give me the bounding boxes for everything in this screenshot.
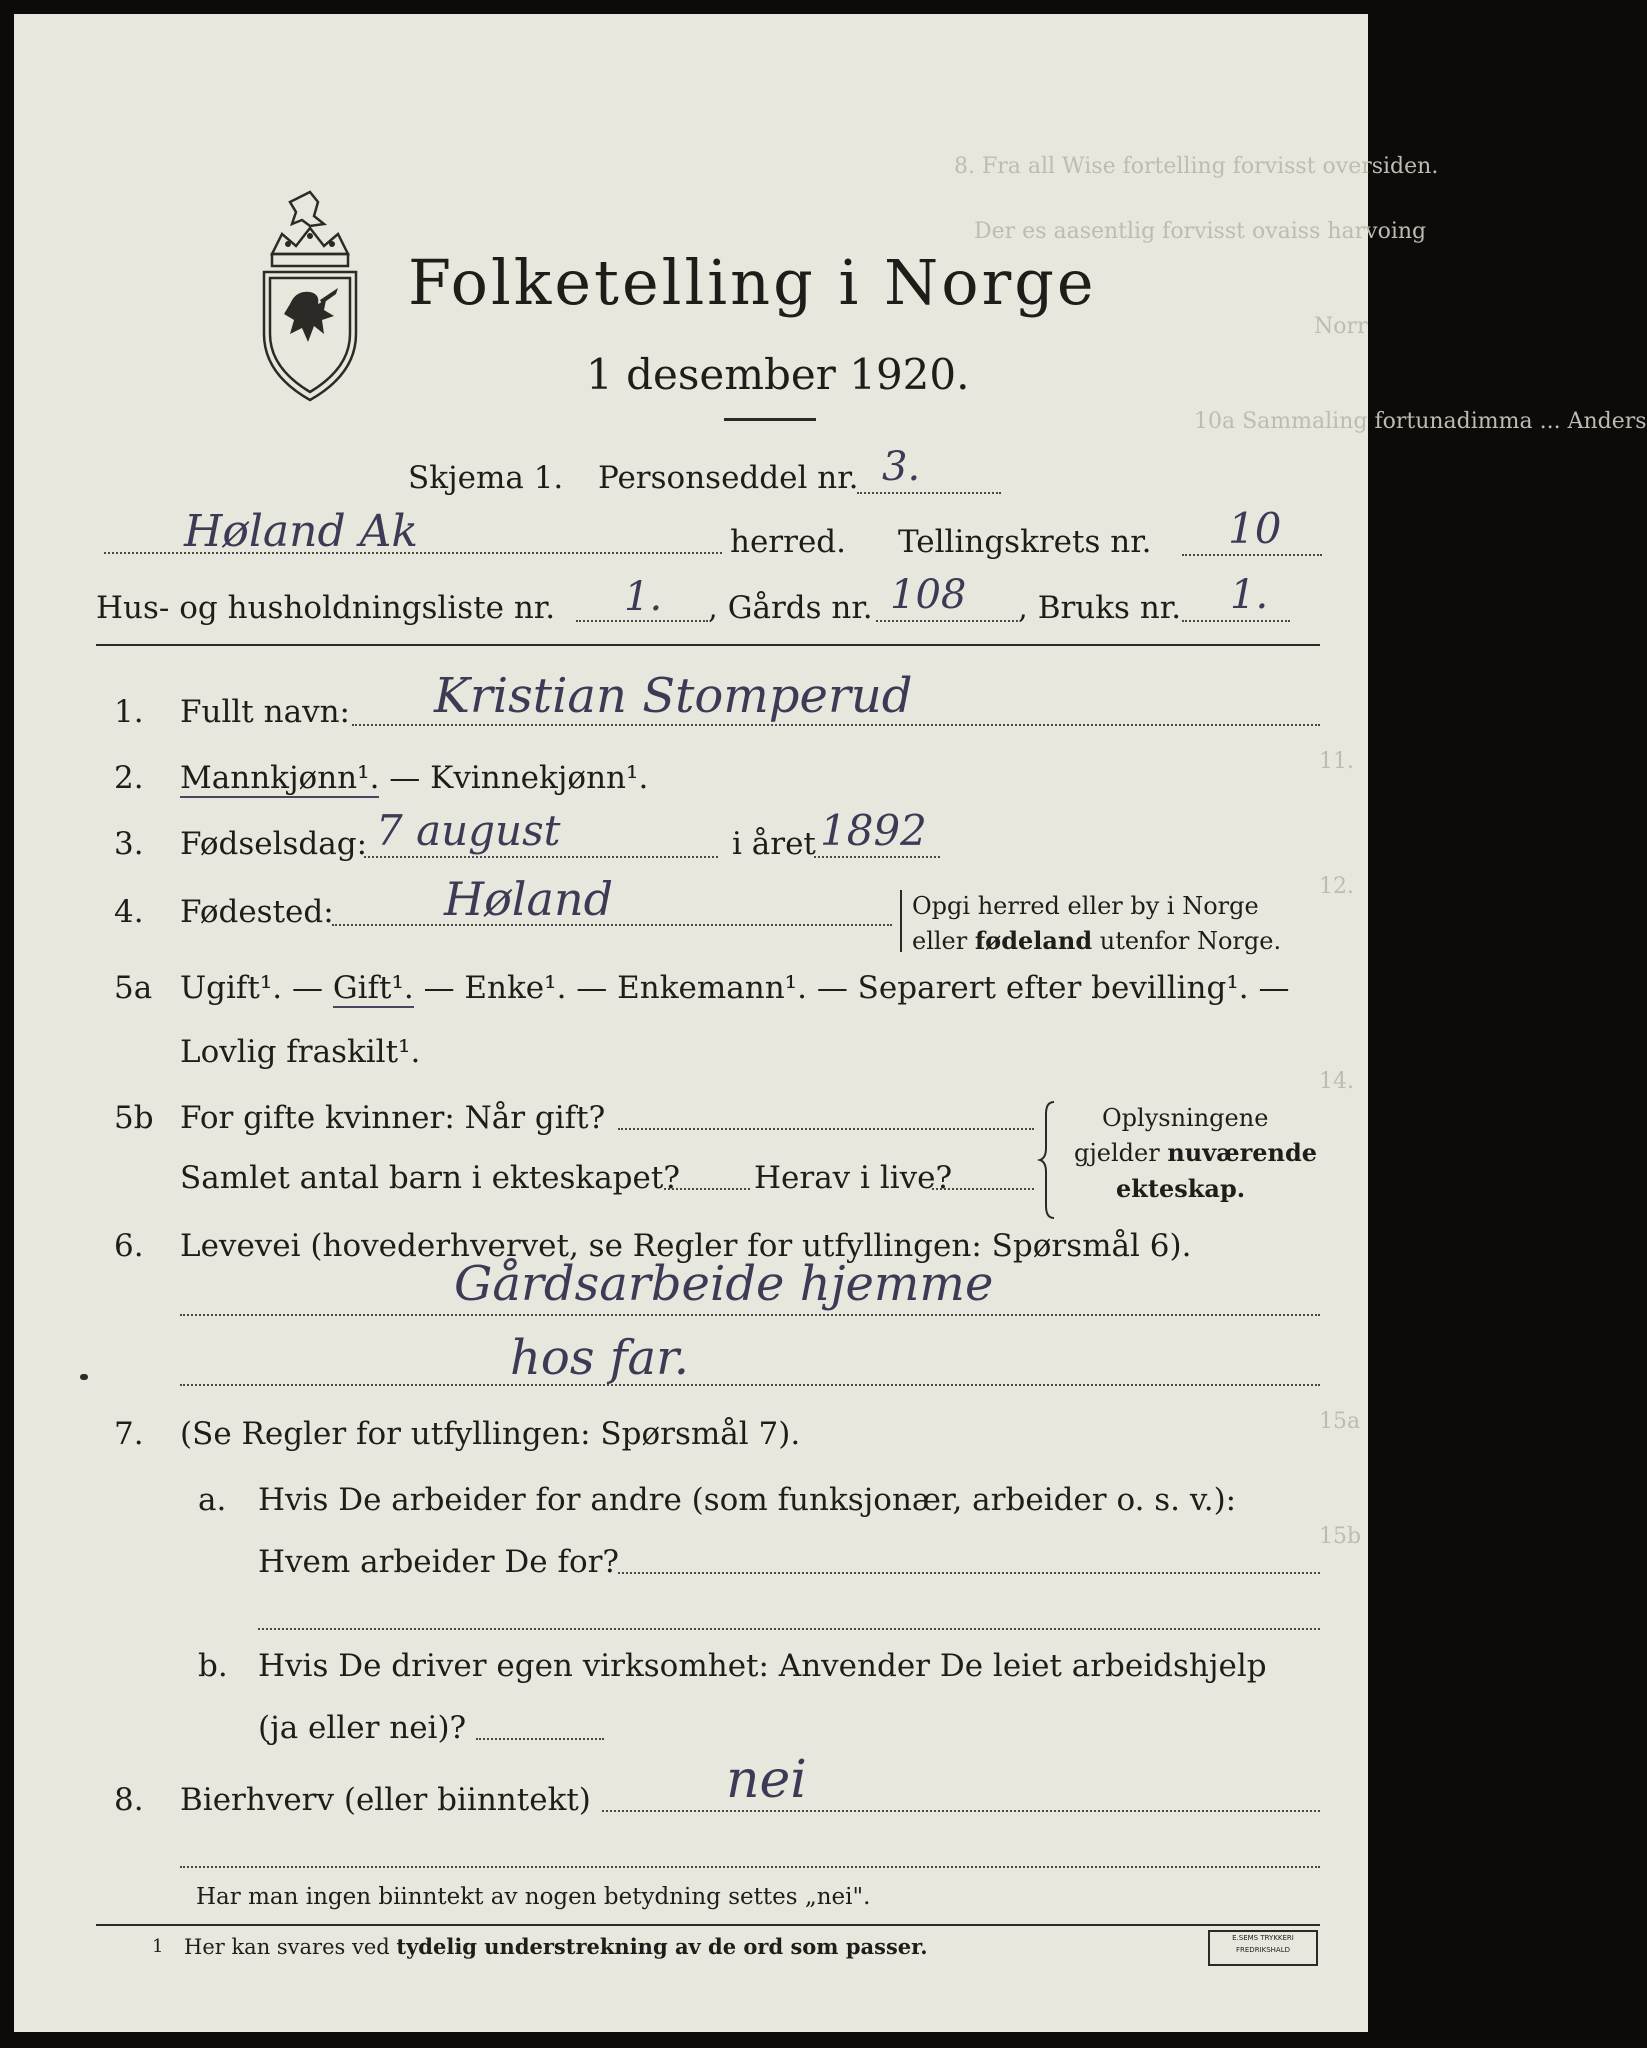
gards-value: 108	[890, 572, 967, 618]
header-rule	[96, 644, 1320, 646]
bleed-through-text: 12.	[1319, 874, 1354, 899]
norwegian-coat-of-arms-icon	[250, 184, 370, 406]
side-income-field-line2	[180, 1866, 1320, 1868]
personseddel-value: 3.	[882, 444, 921, 490]
q1-label: Fullt navn:	[180, 694, 350, 730]
q5a-number: 5a	[114, 970, 153, 1006]
q4-note-line2: eller fødeland utenfor Norge.	[912, 926, 1282, 955]
birth-year-field	[814, 856, 940, 858]
q8-label: Bierhverv (eller biinntekt)	[180, 1782, 591, 1818]
tellingskrets-field	[1182, 554, 1322, 556]
occupation-field-line2	[180, 1384, 1320, 1386]
husholdningsliste-label: Hus- og husholdningsliste nr.	[96, 590, 556, 626]
census-date: 1 desember 1920.	[586, 350, 970, 399]
full-name-value: Kristian Stomperud	[434, 668, 913, 724]
q2-options	[180, 760, 648, 796]
gards-field	[876, 620, 1018, 622]
q7a-employer-label: Hvem arbeider De for?	[258, 1544, 620, 1580]
q1-number: 1.	[114, 694, 144, 730]
q4-note-line1: Opgi herred eller by i Norge	[912, 892, 1259, 920]
income-note: Har man ingen biinntekt av nogen betydning settes „nei".	[196, 1884, 871, 1910]
gards-label: , Gårds nr.	[708, 590, 873, 626]
q7b-question: Hvis De driver egen virksomhet: Anvender De leiet arbeidshjelp	[258, 1648, 1267, 1684]
birth-year-value: 1892	[820, 806, 927, 855]
full-name-field	[352, 724, 1320, 726]
occupation-field-line1	[180, 1314, 1320, 1316]
ink-mark	[80, 1374, 88, 1380]
birthday-field	[364, 856, 718, 858]
bleed-through-text: 10a Sammaling fortunadimma ... Anders	[1194, 409, 1647, 434]
male-option: Mannkjønn¹.	[180, 760, 380, 796]
bleed-through-text: 11.	[1319, 749, 1354, 774]
bruks-label: , Bruks nr.	[1018, 590, 1182, 626]
bleed-through-text: Der es aasentlig forvisst ovaiss harvoing	[974, 219, 1427, 244]
tellingskrets-value: 10	[1228, 504, 1282, 553]
bleed-through-text: 15a	[1319, 1409, 1361, 1434]
q5b-brace-icon	[1038, 1100, 1058, 1220]
herred-label: herred.	[730, 524, 846, 560]
q8-number: 8.	[114, 1782, 144, 1818]
q7b-letter: b.	[198, 1648, 228, 1684]
personseddel-field	[857, 492, 1001, 494]
skjema-label: Skjema 1.	[408, 460, 564, 496]
q5b-note-line3: ekteskap.	[1116, 1174, 1246, 1203]
lovlig-fraskilt-option: Lovlig fraskilt¹.	[180, 1034, 421, 1070]
q2-number: 2.	[114, 760, 144, 796]
employer-field	[618, 1572, 1320, 1574]
q2-separator: —	[379, 760, 431, 796]
side-income-value: nei	[726, 1750, 807, 1810]
census-form-page	[14, 14, 1647, 2032]
q5b-number: 5b	[114, 1100, 154, 1136]
children-field	[664, 1188, 750, 1190]
bleed-through-text: 15b	[1319, 1524, 1362, 1549]
birthday-value: 7 august	[376, 806, 561, 855]
q5b-children-label: Samlet antal barn i ekteskapet?	[180, 1160, 680, 1196]
q6-label: Levevei (hovederhvervet, se Regler for utfyllingen: Spørsmål 6).	[180, 1228, 1192, 1264]
q7a-question: Hvis De arbeider for andre (som funksjonær, arbeider o. s. v.):	[258, 1482, 1237, 1518]
form-title: Folketelling i Norge	[408, 246, 1097, 319]
q5b-when-married-label: For gifte kvinner: Når gift?	[180, 1100, 606, 1136]
bruks-value: 1.	[1230, 572, 1269, 618]
side-income-field	[602, 1810, 1320, 1812]
birth-year-label: i året	[732, 826, 816, 862]
q5b-note-line2: gjelder nuværende	[1074, 1138, 1318, 1167]
gift-option: Gift¹.	[332, 970, 414, 1006]
other-marital-options: — Enke¹. — Enkemann¹. — Separert efter bevilling¹. —	[423, 970, 1290, 1006]
employer-field-line2	[258, 1628, 1320, 1630]
tellingskrets-label: Tellingskrets nr.	[898, 524, 1152, 560]
q4-number: 4.	[114, 894, 144, 930]
q3-label: Fødselsdag:	[180, 826, 368, 862]
husholdningsliste-value: 1.	[624, 574, 663, 620]
q7-label: (Se Regler for utfyllingen: Spørsmål 7).	[180, 1416, 801, 1452]
bleed-through-text: 8. Fra all Wise fortelling forvisst oversiden.	[954, 154, 1439, 179]
bleed-through-text: 14.	[1319, 1069, 1354, 1094]
printer-name: E.SEMS TRYKKERI	[1232, 1934, 1294, 1942]
occupation-value-line2: hos far.	[510, 1330, 690, 1386]
q7-number: 7.	[114, 1416, 144, 1452]
q4-brace	[900, 890, 902, 952]
printer-city: FREDRIKSHALD	[1235, 1946, 1290, 1954]
q6-number: 6.	[114, 1228, 144, 1264]
alive-field	[932, 1188, 1034, 1190]
title-divider	[724, 418, 816, 421]
female-option: Kvinnekjønn¹.	[430, 760, 649, 796]
bleed-through-text: Norr	[1314, 314, 1368, 339]
q5b-alive-label: Herav i live?	[754, 1160, 953, 1196]
occupation-value-line1: Gårdsarbeide hjemme	[454, 1256, 994, 1312]
footnote-number: 1	[152, 1936, 164, 1957]
footnote-rule	[96, 1924, 1320, 1926]
personseddel-label: Personseddel nr.	[598, 460, 859, 496]
ugift-option: Ugift¹.	[180, 970, 283, 1006]
bruks-field	[1182, 620, 1290, 622]
herred-value: Høland Ak	[184, 506, 419, 557]
q5a-options: Ugift¹. — Gift¹. — Enke¹. — Enkemann¹. — Separert efter bevilling¹. —	[180, 970, 1290, 1006]
hired-help-field	[476, 1738, 604, 1740]
q7a-letter: a.	[198, 1482, 227, 1518]
q5b-note-line1: Oplysningene	[1102, 1104, 1269, 1132]
q4-label: Fødested:	[180, 894, 334, 930]
q3-number: 3.	[114, 826, 144, 862]
when-married-field	[618, 1128, 1034, 1130]
husholdningsliste-field	[576, 620, 708, 622]
printer-stamp	[1208, 1930, 1318, 1966]
q7b-yes-no-label: (ja eller nei)?	[258, 1710, 467, 1746]
footnote-text: Her kan svares ved tydelig understrekning av de ord som passer.	[184, 1934, 928, 1959]
birthplace-value: Høland	[444, 872, 614, 926]
